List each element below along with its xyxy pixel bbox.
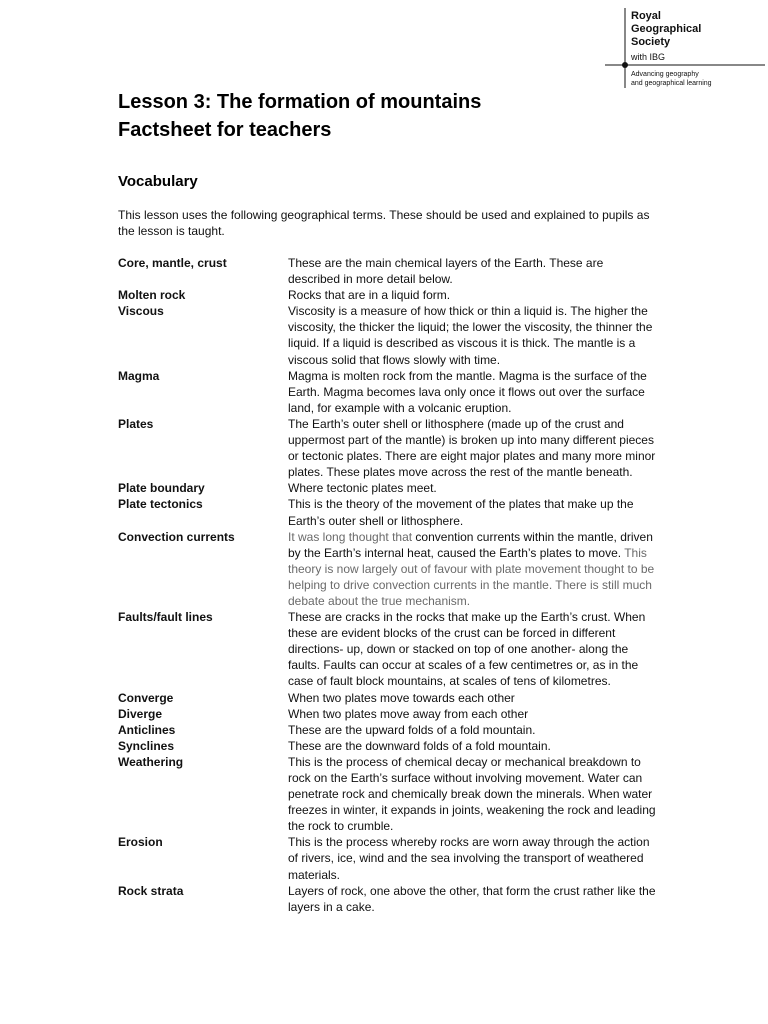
vocabulary-term: Erosion — [118, 835, 163, 850]
vocabulary-row — [118, 529, 658, 609]
logo-with-ibg: with IBG — [631, 52, 666, 62]
page-title — [118, 88, 481, 144]
vocabulary-row — [118, 303, 658, 367]
vocabulary-list — [118, 255, 658, 915]
vocabulary-term: Plate boundary — [118, 481, 205, 496]
intro-paragraph: This lesson uses the following geographical terms. These should be used and explained to pupils as the lesson is taught. — [118, 208, 650, 238]
vocabulary-definition: These are the upward folds of a fold mountain. — [288, 722, 536, 737]
title-line-2: Factsheet for teachers — [118, 119, 332, 141]
vocabulary-definition: Rocks that are in a liquid form. — [288, 288, 451, 303]
logo-name — [631, 10, 701, 49]
vocabulary-term: Synclines — [118, 738, 175, 753]
vocabulary-definition: These are cracks in the rocks that make up the Earth’s crust. When these are evident blocks of the crust can be forced in different directions- up, down or stacked on top of one another- along the faults. Faults can occur at scales of a few centimetres or, as in the case of fault block mountains, at scales of tens of kilometres. — [288, 610, 646, 689]
vocabulary-row — [118, 287, 658, 303]
section-heading: Vocabulary — [118, 173, 198, 190]
vocabulary-row — [118, 738, 658, 754]
definition-fragment: This theory is now largely out of favour with plate movement thought to be helping to drive convection currents in the mantle. There is still much debate about the true mechanism. — [288, 545, 655, 608]
vocabulary-row — [118, 368, 658, 416]
vocabulary-row — [118, 609, 658, 689]
vocabulary-term: Molten rock — [118, 288, 186, 303]
vocabulary-row — [118, 706, 658, 722]
vocabulary-definition — [288, 529, 656, 609]
vocabulary-row — [118, 883, 658, 915]
logo-tagline-line: Advancing geography — [631, 71, 699, 78]
vocabulary-term: Weathering — [118, 754, 184, 769]
vocabulary-term: Viscous — [118, 304, 164, 319]
vocabulary-row — [118, 754, 658, 834]
logo-name-line: Geographical — [631, 23, 702, 35]
vocabulary-definition: Viscosity is a measure of how thick or thin a liquid is. The higher the viscosity, the thicker the liquid; the lower the viscosity, the thinner the liquid. If a liquid is described as viscous it is thick. The mantle is a viscous solid that flows slowly with time. — [288, 304, 653, 367]
rgs-logo — [605, 8, 765, 90]
vocabulary-definition: Where tectonic plates meet. — [288, 481, 437, 496]
vocabulary-term: Faults/fault lines — [118, 610, 213, 625]
logo-name-line: Royal — [631, 10, 661, 22]
vocabulary-row — [118, 480, 658, 496]
vocabulary-term: Convection currents — [118, 529, 235, 544]
vocabulary-definition: When two plates move towards each other — [288, 690, 515, 705]
title-line-1: Lesson 3: The formation of mountains — [118, 91, 482, 113]
vocabulary-definition: Layers of rock, one above the other, that form the crust rather like the layers in a cake. — [288, 883, 656, 914]
vocabulary-row — [118, 416, 658, 480]
vocabulary-term: Magma — [118, 368, 160, 383]
definition-fragment: convention currents within the mantle, driven by the Earth’s internal heat, caused the Earth’s plates to move. — [288, 529, 653, 560]
vocabulary-definition: These are the downward folds of a fold mountain. — [288, 738, 551, 753]
vocabulary-term: Rock strata — [118, 883, 184, 898]
logo-tagline-line: and geographical learning — [631, 80, 712, 87]
vocabulary-row — [118, 690, 658, 706]
vocabulary-row — [118, 722, 658, 738]
vocabulary-definition: This is the theory of the movement of the plates that make up the Earth’s outer shell or lithosphere. — [288, 497, 634, 528]
vocabulary-definition: This is the process whereby rocks are worn away through the action of rivers, ice, wind and the sea involving the transport of weathered materials. — [288, 835, 650, 882]
vocabulary-definition: These are the main chemical layers of the Earth. These are described in more detail below. — [288, 256, 604, 287]
vocabulary-row — [118, 255, 658, 287]
vocabulary-definition: The Earth’s outer shell or lithosphere (made up of the crust and uppermost part of the mantle) is broken up into many different pieces or tectonic plates. There are eight major plates and many more minor plates. These plates move across the rest of the mantle beneath. — [288, 416, 656, 480]
vocabulary-term: Plate tectonics — [118, 497, 203, 512]
vocabulary-term: Anticlines — [118, 722, 176, 737]
vocabulary-row — [118, 496, 658, 528]
vocabulary-term: Diverge — [118, 706, 163, 721]
logo-name-line: Society — [631, 36, 671, 48]
vocabulary-term: Plates — [118, 416, 154, 431]
logo-tagline — [631, 70, 712, 88]
vocabulary-definition: This is the process of chemical decay or mechanical breakdown to rock on the Earth’s surface without involving movement. Water can penetrate rock and chemically break down the minerals. When water freezes in winter, it expands in joints, weakening the rock and leading the rock to crumble. — [288, 754, 656, 834]
definition-fragment: It was long thought that — [288, 529, 416, 544]
vocabulary-term: Converge — [118, 690, 174, 705]
vocabulary-definition: When two plates move away from each other — [288, 706, 529, 721]
vocabulary-definition: Magma is molten rock from the mantle. Magma is the surface of the Earth. Magma becomes lava only once it flows out over the surface land, for example with a volcanic eruption. — [288, 368, 647, 415]
vocabulary-term: Core, mantle, crust — [118, 256, 227, 270]
vocabulary-row — [118, 834, 658, 882]
